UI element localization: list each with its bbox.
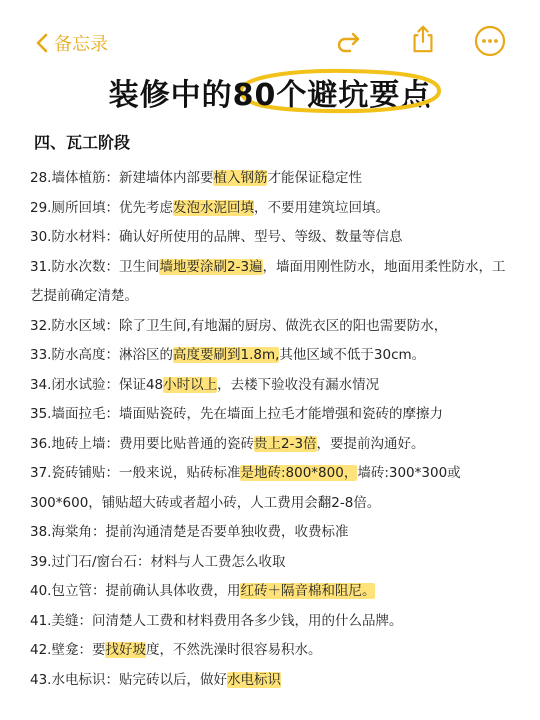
item-highlight: 植入钢筋 (213, 170, 268, 186)
item-text-tail: ，要提前沟通好。 (316, 435, 425, 452)
item-text-tail: 其他区域不低于30cm。 (279, 347, 426, 363)
back-button[interactable] (34, 30, 108, 56)
list-item (30, 636, 514, 666)
list-item (30, 371, 514, 401)
item-text: 34.闭水试验：保证48 (30, 376, 164, 393)
item-highlight: 墙地要涂刷2-3遍 (159, 258, 263, 275)
list-item (30, 312, 514, 342)
item-text-tail: ，墙面用刚性防水，地面用柔性防水，工艺提前确定清楚。 (30, 258, 506, 304)
item-text: 39.过门石/窗台石：材料与人工费怎么收取 (30, 553, 286, 570)
title-prefix: 装修中的 (108, 78, 233, 113)
list-item (30, 430, 514, 460)
more-icon[interactable] (474, 25, 506, 57)
item-text-tail: ，去楼下验收没有漏水情况 (217, 376, 380, 393)
item-highlight: 小时以上 (163, 376, 218, 393)
list-item (30, 164, 514, 194)
list-item (30, 400, 514, 430)
item-text-tail: ，不要用建筑垃回填。 (253, 199, 389, 216)
list-item (30, 194, 514, 224)
list-item (30, 459, 514, 518)
list-item (30, 577, 514, 607)
item-text-tail: 才能保证稳定性 (267, 170, 362, 186)
item-text: 32.防水区域：除了卫生间,有地漏的厨房、做洗衣区的阳也需要防水， (30, 317, 448, 334)
item-highlight: 高度要刷到1.8m, (172, 347, 280, 363)
item-highlight: 贵上2-3倍 (253, 435, 317, 452)
item-highlight: 找好坡 (105, 642, 146, 658)
chevron-left-icon (34, 32, 50, 54)
item-text: 35.墙面拉毛：墙面贴瓷砖，先在墙面上拉毛才能增强和瓷砖的摩擦力 (30, 406, 443, 422)
item-text: 31.防水次数：卫生间 (30, 258, 160, 275)
list-item (30, 223, 514, 253)
back-label: 备忘录 (54, 34, 108, 55)
title-highlight: 80 (232, 78, 277, 113)
item-text: 38.海棠角：提前沟通清楚是否要单独收费，收费标准 (30, 524, 349, 540)
list-item (30, 666, 514, 696)
item-text: 40.包立管：提前确认具体收费，用 (30, 583, 241, 599)
item-highlight: 是地砖:800*800， (240, 465, 358, 481)
page-title (109, 70, 432, 114)
item-highlight: 水电标识 (226, 671, 281, 688)
item-text: 42.壁龛：要 (30, 642, 106, 658)
item-text: 36.地砖上墙：费用要比贴普通的瓷砖 (30, 435, 254, 452)
item-text: 37.瓷砖铺贴：一般来说，贴砖标准 (30, 465, 241, 481)
item-highlight: 红砖＋隔音棉和阻尼。 (240, 583, 376, 599)
item-text-tail: 度，不然洗澡时很容易积水。 (145, 642, 322, 658)
item-text: 28.墙体植筋：新建墙体内部要 (30, 170, 214, 186)
redo-icon[interactable] (334, 26, 364, 56)
list-item (30, 548, 514, 578)
item-text: 43.水电标识：贴完砖以后，做好 (30, 671, 227, 688)
section-heading: 四、瓦工阶段 (34, 133, 131, 152)
list-item (30, 518, 514, 548)
tips-list (30, 164, 514, 695)
item-text: 29.厕所回填：优先考虑 (30, 199, 173, 216)
item-text: 30.防水材料：确认好所使用的品牌、型号、等级、数量等信息 (30, 229, 403, 245)
list-item (30, 253, 514, 312)
list-item (30, 341, 514, 371)
share-icon[interactable] (408, 24, 438, 54)
title-suffix: 个避坑要点 (276, 78, 432, 113)
list-item (30, 607, 514, 637)
title-wrap (0, 70, 540, 114)
item-text: 33.防水高度：淋浴区的 (30, 347, 173, 363)
item-highlight: 发泡水泥回填 (172, 199, 254, 216)
item-text-tail: 墙砖:300*300或300*600，铺贴超大砖或者超小砖，人工费用会翻2-8倍。 (30, 465, 461, 511)
item-text: 41.美缝：问清楚人工费和材料费用各多少钱，用的什么品牌。 (30, 612, 403, 629)
